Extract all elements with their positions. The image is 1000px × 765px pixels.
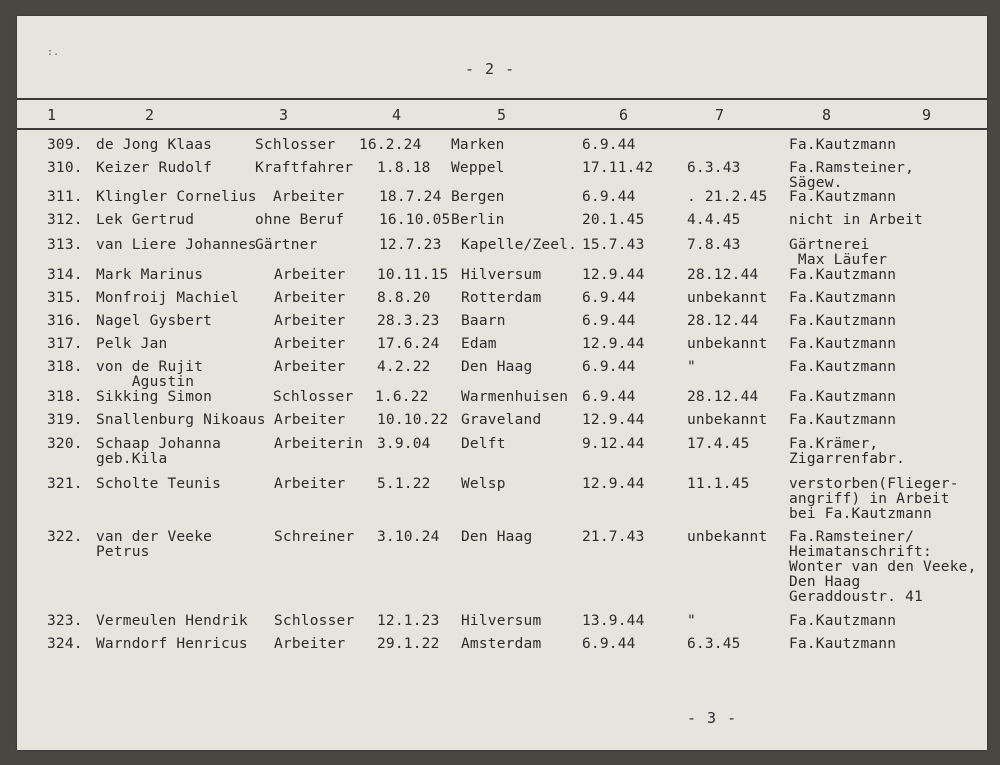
date-from: 12.9.44 xyxy=(582,476,645,492)
birth-place: Delft xyxy=(461,436,506,452)
row-number: 311. xyxy=(47,189,83,205)
header-rule-bottom xyxy=(17,128,987,130)
column-number: 9 xyxy=(922,106,932,124)
date-from: 6.9.44 xyxy=(582,189,636,205)
birth-place: Marken xyxy=(451,137,505,153)
row-number: 310. xyxy=(47,160,83,176)
employer: nicht in Arbeit xyxy=(789,212,923,228)
employer: Fa.Kautzmann xyxy=(789,313,897,329)
employer: Fa.Kautzmann xyxy=(789,336,897,352)
birth-date: 28.3.23 xyxy=(377,313,440,329)
employer: Fa.Krämer, Zigarrenfabr. xyxy=(789,436,906,467)
birth-date: 1.8.18 xyxy=(377,160,431,176)
date-until: . 21.2.45 xyxy=(687,189,768,205)
date-until: unbekannt xyxy=(687,290,768,306)
margin-marks: :. xyxy=(47,47,60,58)
occupation: Arbeiter xyxy=(274,290,346,306)
row-number: 318. xyxy=(47,359,83,375)
date-from: 21.7.43 xyxy=(582,529,645,545)
date-until: unbekannt xyxy=(687,529,768,545)
birth-date: 18.7.24 xyxy=(379,189,442,205)
employer: Fa.Kautzmann xyxy=(789,137,897,153)
occupation: ohne Beruf xyxy=(255,212,345,228)
date-until: 28.12.44 xyxy=(687,389,759,405)
birth-place: Den Haag xyxy=(461,529,533,545)
birth-date: 8.8.20 xyxy=(377,290,431,306)
employer: Fa.Kautzmann xyxy=(789,412,897,428)
date-until: " xyxy=(687,359,696,375)
birth-place: Amsterdam xyxy=(461,636,542,652)
employer: Fa.Kautzmann xyxy=(789,613,897,629)
birth-date: 29.1.22 xyxy=(377,636,440,652)
birth-date: 16.2.24 xyxy=(359,137,422,153)
date-from: 6.9.44 xyxy=(582,290,636,306)
column-number: 8 xyxy=(822,106,832,124)
column-number: 5 xyxy=(497,106,507,124)
row-number: 312. xyxy=(47,212,83,228)
occupation: Schlosser xyxy=(273,389,354,405)
date-from: 6.9.44 xyxy=(582,359,636,375)
birth-date: 12.7.23 xyxy=(379,237,442,253)
occupation: Arbeiter xyxy=(274,359,346,375)
employer: Fa.Kautzmann xyxy=(789,636,897,652)
employer: Fa.Ramsteiner/ Heimatanschrift: Wonter van den Veeke, Den Haag Geraddoustr. 41 xyxy=(789,529,977,605)
worker-name: Keizer Rudolf xyxy=(96,160,213,176)
date-from: 12.9.44 xyxy=(582,336,645,352)
date-from: 12.9.44 xyxy=(582,412,645,428)
row-number: 315. xyxy=(47,290,83,306)
header-rule-top xyxy=(17,98,987,100)
date-until: 6.3.45 xyxy=(687,636,741,652)
column-number: 7 xyxy=(715,106,725,124)
birth-place: Kapelle/Zeel. xyxy=(461,237,578,253)
worker-name: Mark Marinus xyxy=(96,267,204,283)
column-number: 2 xyxy=(145,106,155,124)
occupation: Arbeiter xyxy=(274,267,346,283)
worker-name: von de Rujit Agustin xyxy=(96,359,204,390)
worker-name: van Liere Johannes xyxy=(96,237,257,253)
occupation: Arbeiter xyxy=(274,412,346,428)
date-until: 28.12.44 xyxy=(687,267,759,283)
date-from: 13.9.44 xyxy=(582,613,645,629)
page-number-bottom: - 3 - xyxy=(687,709,738,727)
birth-date: 5.1.22 xyxy=(377,476,431,492)
occupation: Schreiner xyxy=(274,529,355,545)
row-number: 323. xyxy=(47,613,83,629)
date-until: 17.4.45 xyxy=(687,436,750,452)
employer: verstorben(Flieger- angriff) in Arbeit bei Fa.Kautzmann xyxy=(789,476,959,522)
employer: Fa.Kautzmann xyxy=(789,267,897,283)
date-until: 6.3.43 xyxy=(687,160,741,176)
date-from: 15.7.43 xyxy=(582,237,645,253)
date-from: 6.9.44 xyxy=(582,313,636,329)
document-page xyxy=(17,16,987,750)
worker-name: van der Veeke Petrus xyxy=(96,529,213,560)
worker-name: de Jong Klaas xyxy=(96,137,213,153)
row-number: 320. xyxy=(47,436,83,452)
worker-name: Scholte Teunis xyxy=(96,476,222,492)
worker-name: Nagel Gysbert xyxy=(96,313,213,329)
date-from: 6.9.44 xyxy=(582,636,636,652)
row-number: 324. xyxy=(47,636,83,652)
worker-name: Lek Gertrud xyxy=(96,212,195,228)
worker-name: Schaap Johanna geb.Kila xyxy=(96,436,222,467)
birth-place: Welsp xyxy=(461,476,506,492)
row-number: 314. xyxy=(47,267,83,283)
row-number: 309. xyxy=(47,137,83,153)
date-from: 9.12.44 xyxy=(582,436,645,452)
employer: Fa.Ramsteiner, Sägew. xyxy=(789,160,915,191)
date-from: 6.9.44 xyxy=(582,389,636,405)
worker-name: Warndorf Henricus xyxy=(96,636,248,652)
birth-date: 12.1.23 xyxy=(377,613,440,629)
date-from: 20.1.45 xyxy=(582,212,645,228)
date-from: 17.11.42 xyxy=(582,160,654,176)
birth-place: Den Haag xyxy=(461,359,533,375)
birth-date: 16.10.05 xyxy=(379,212,451,228)
worker-name: Klingler Cornelius xyxy=(96,189,257,205)
worker-name: Monfroij Machiel xyxy=(96,290,239,306)
column-number: 1 xyxy=(47,106,57,124)
occupation: Arbeiter xyxy=(274,336,346,352)
birth-place: Baarn xyxy=(461,313,506,329)
birth-place: Hilversum xyxy=(461,613,542,629)
date-until: unbekannt xyxy=(687,412,768,428)
row-number: 313. xyxy=(47,237,83,253)
occupation: Arbeiter xyxy=(274,636,346,652)
worker-name: Vermeulen Hendrik xyxy=(96,613,248,629)
worker-name: Snallenburg Nikoaus xyxy=(96,412,266,428)
birth-place: Edam xyxy=(461,336,497,352)
row-number: 319. xyxy=(47,412,83,428)
row-number: 316. xyxy=(47,313,83,329)
occupation: Kraftfahrer xyxy=(255,160,354,176)
birth-place: Berlin xyxy=(451,212,505,228)
occupation: Arbeiter xyxy=(273,189,345,205)
row-number: 317. xyxy=(47,336,83,352)
row-number: 321. xyxy=(47,476,83,492)
occupation: Arbeiter xyxy=(274,313,346,329)
employer: Gärtnerei Max Läufer xyxy=(789,237,888,268)
birth-date: 3.9.04 xyxy=(377,436,431,452)
birth-place: Graveland xyxy=(461,412,542,428)
birth-date: 10.10.22 xyxy=(377,412,449,428)
birth-date: 3.10.24 xyxy=(377,529,440,545)
occupation: Schlosser xyxy=(255,137,336,153)
date-from: 6.9.44 xyxy=(582,137,636,153)
birth-date: 4.2.22 xyxy=(377,359,431,375)
employer: Fa.Kautzmann xyxy=(789,389,897,405)
worker-name: Pelk Jan xyxy=(96,336,168,352)
date-until: 11.1.45 xyxy=(687,476,750,492)
worker-name: Sikking Simon xyxy=(96,389,213,405)
occupation: Schlosser xyxy=(274,613,355,629)
employer: Fa.Kautzmann xyxy=(789,359,897,375)
birth-date: 1.6.22 xyxy=(375,389,429,405)
occupation: Gärtner xyxy=(255,237,318,253)
birth-place: Bergen xyxy=(451,189,505,205)
column-number: 3 xyxy=(279,106,289,124)
date-until: " xyxy=(687,613,696,629)
birth-date: 10.11.15 xyxy=(377,267,449,283)
row-number: 322. xyxy=(47,529,83,545)
column-number: 4 xyxy=(392,106,402,124)
page-number-top: - 2 - xyxy=(465,60,516,78)
occupation: Arbeiter xyxy=(274,476,346,492)
date-until: 28.12.44 xyxy=(687,313,759,329)
birth-place: Warmenhuisen xyxy=(461,389,569,405)
row-number: 318. xyxy=(47,389,83,405)
date-from: 12.9.44 xyxy=(582,267,645,283)
date-until: 4.4.45 xyxy=(687,212,741,228)
birth-date: 17.6.24 xyxy=(377,336,440,352)
employer: Fa.Kautzmann xyxy=(789,189,897,205)
occupation: Arbeiterin xyxy=(274,436,364,452)
date-until: unbekannt xyxy=(687,336,768,352)
birth-place: Weppel xyxy=(451,160,505,176)
birth-place: Rotterdam xyxy=(461,290,542,306)
column-number: 6 xyxy=(619,106,629,124)
birth-place: Hilversum xyxy=(461,267,542,283)
employer: Fa.Kautzmann xyxy=(789,290,897,306)
date-until: 7.8.43 xyxy=(687,237,741,253)
